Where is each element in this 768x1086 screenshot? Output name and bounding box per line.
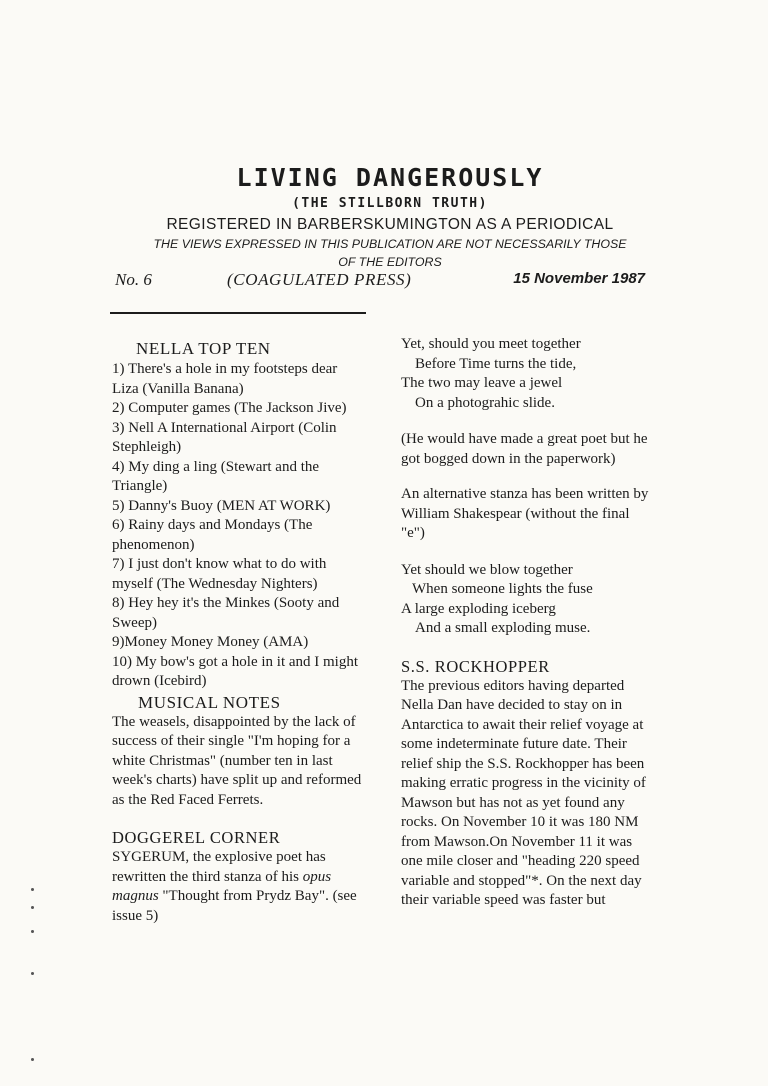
top-ten-heading: NELLA TOP TEN [136,339,271,358]
newsletter-subtitle: (THE STILLBORN TRUTH) [292,196,488,211]
list-item: 6) Rainy days and Mondays (The phenomenon) [112,517,313,553]
press-name: (COAGULATED PRESS) [227,270,412,289]
list-item: 9)Money Money Money (AMA) [112,634,309,650]
poem-line: When someone lights the fuse [412,581,593,597]
poem-line: And a small exploding muse. [415,620,591,636]
list-item: 7) I just don't know what to do with myself (The Wednesday Nighters) [112,556,327,592]
left-column [112,338,362,926]
doggerel-text-start: SYGERUM, the explosive poet has rewritten the third stanza of his [112,849,326,885]
scan-speck [31,888,34,891]
doggerel-text-italic: opus magnus [112,868,332,904]
newsletter-title: LIVING DANGEROUSLY [236,163,544,192]
registration-notice: REGISTERED IN BARBERSKUMINGTON AS A PERIODICAL [166,216,614,233]
issue-date: 15 November 1987 [513,270,645,287]
issue-info-line [115,270,645,294]
musical-notes-heading: MUSICAL NOTES [138,692,281,712]
poet-note: (He would have made a great poet but he got bogged down in the paperwork) [401,431,648,467]
poem-line: Yet should we blow together [401,561,573,578]
doggerel-corner-text [112,848,362,926]
list-item: 4) My ding a ling (Stewart and the Triangle) [112,458,320,494]
top-ten-list [112,360,362,692]
musical-notes-text: The weasels, disappointed by the lack of success of their single "I'm hoping for a white Christmas" (number ten in last week's charts) have split up and reformed as the Red Faced Ferrets. [112,713,362,808]
issue-number: No. 6 [115,270,152,289]
spacer [401,469,651,485]
poem-line: A large exploding iceberg [401,600,556,617]
poem-stanza-1 [401,335,651,413]
list-item: 2) Computer games (The Jackson Jive) [112,400,347,416]
disclaimer-line-2: OF THE EDITORS [338,255,442,269]
list-item: 10) My bow's got a hole in it and I might drown (Icebird) [112,653,359,689]
poem-line: Before Time turns the tide, [415,355,577,372]
poem-line: Yet, should you meet together [401,336,581,352]
doggerel-corner-heading: DOGGEREL CORNER [112,828,281,847]
right-column [401,335,651,911]
spacer [401,544,651,561]
scan-speck [31,930,34,933]
alternative-stanza-intro: An alternative stanza has been written by William Shakespear (without the final "e") [401,486,649,541]
disclaimer-line-1: THE VIEWS EXPRESSED IN THIS PUBLICATION ARE NOT NECESSARILY THOSE [153,237,627,251]
scan-speck [31,1058,34,1061]
spacer [401,413,651,430]
masthead [110,163,670,271]
scan-speck [31,906,34,909]
poem-line: On a photograhic slide. [415,394,555,411]
list-item: 8) Hey hey it's the Minkes (Sooty and Sweep) [112,595,340,631]
poem-line: The two may leave a jewel [401,375,563,391]
header-divider [110,312,366,314]
list-item: 3) Nell A International Airport (Colin Stephleigh) [112,419,337,455]
poem-stanza-2 [401,561,651,639]
list-item: 1) There's a hole in my footsteps dear Liza (Vanilla Banana) [112,361,338,397]
scan-speck [31,972,34,975]
spacer [401,639,651,656]
spacer [112,810,362,827]
doggerel-text-end: "Thought from Prydz Bay". (see issue 5) [112,888,357,924]
rockhopper-heading: S.S. ROCKHOPPER [401,656,550,676]
rockhopper-text: The previous editors having departed Nella Dan have decided to stay on in Antarctica to await their relief voyage at some indeterminate future date. Their relief ship the S.S. Rockhopper has been making erratic progress in the vicinity of Mawson but has not as yet found any rocks. On November 10 it was 180 NM from Mawson.On November 11 it was one mile closer and "heading 220 speed variable and stopped"*. On the next day their variable speed was faster but [401,677,646,908]
list-item: 5) Danny's Buoy (MEN AT WORK) [112,497,331,514]
